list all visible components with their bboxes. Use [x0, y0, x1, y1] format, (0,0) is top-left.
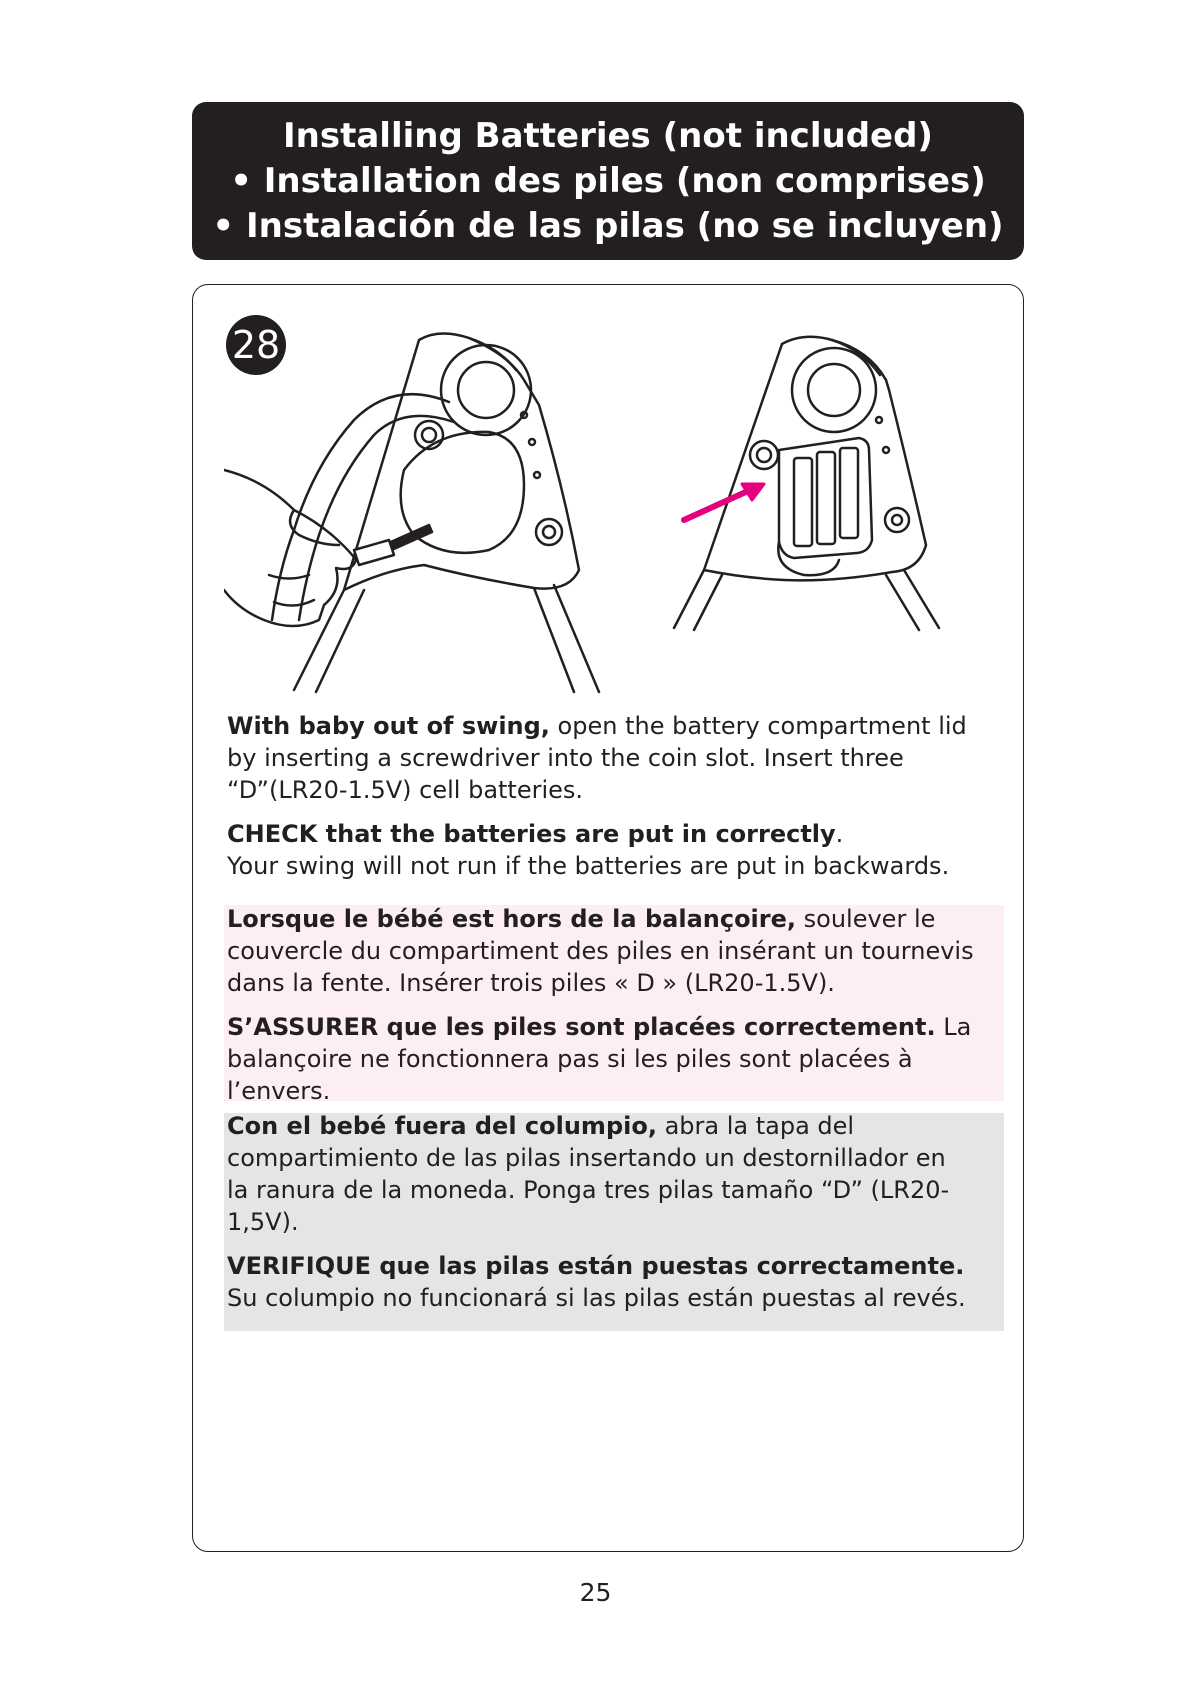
french-check-warning: S’ASSURER que les piles sont placées correctement. — [227, 1013, 936, 1041]
section-header — [192, 102, 1024, 260]
page-number: 25 — [579, 1578, 612, 1607]
english-bold-lead: With baby out of swing, — [227, 712, 550, 740]
battery — [817, 452, 835, 544]
spanish-instructions: Con el bebé fuera del columpio, abra la tapa del compartimiento de las pilas insertando un destornillador en la ranura de la moneda. Ponga tres pilas tamaño “D” (LR20-1,5V). VERIFIQUE que las pilas están puestas correctamente. Su columpio no funcionará si las pilas están puestas al revés. — [227, 1112, 966, 1312]
step-number-badge: 28 — [226, 315, 286, 375]
spanish-bold-lead: Con el bebé fuera del columpio, — [227, 1112, 657, 1140]
header-title-french: • Installation des piles (non comprises) — [230, 160, 986, 201]
english-instructions: With baby out of swing, open the battery compartment lid by inserting a screwdriver into the coin slot. Insert three “D”(LR20-1.5V) cell batteries. CHECK that the batteries are put in correctly. Your swing will not run if the batteries are put in backwards. — [227, 712, 967, 880]
french-instructions: Lorsque le bébé est hors de la balançoire, soulever le couvercle du compartiment des piles en insérant un tournevis dans la fente. Insérer trois piles « D » (LR20-1.5V). S’ASSURER que les piles sont placées correctement. La balançoire ne fonctionnera pas si les piles sont placées à l’envers. — [227, 905, 974, 1105]
screwdriver-illustration — [224, 320, 634, 700]
french-bold-lead: Lorsque le bébé est hors de la balançoire, — [227, 905, 797, 933]
swing-leg — [294, 590, 364, 692]
swing-leg — [674, 570, 722, 630]
swing-arm — [272, 394, 449, 620]
motor-cap — [792, 348, 876, 432]
swing-leg — [886, 570, 939, 630]
english-check-warning: CHECK that the batteries are put in correctly — [227, 820, 836, 848]
battery — [794, 458, 812, 546]
spanish-check-warning: VERIFIQUE que las pilas están puestas correctamente. — [227, 1252, 965, 1280]
swing-leg — [534, 585, 599, 692]
header-title-spanish: • Instalación de las pilas (no se incluyen) — [212, 205, 1004, 246]
battery-compartment-illustration — [664, 320, 964, 640]
header-title-english: Installing Batteries (not included) — [283, 115, 933, 156]
battery — [840, 448, 858, 538]
